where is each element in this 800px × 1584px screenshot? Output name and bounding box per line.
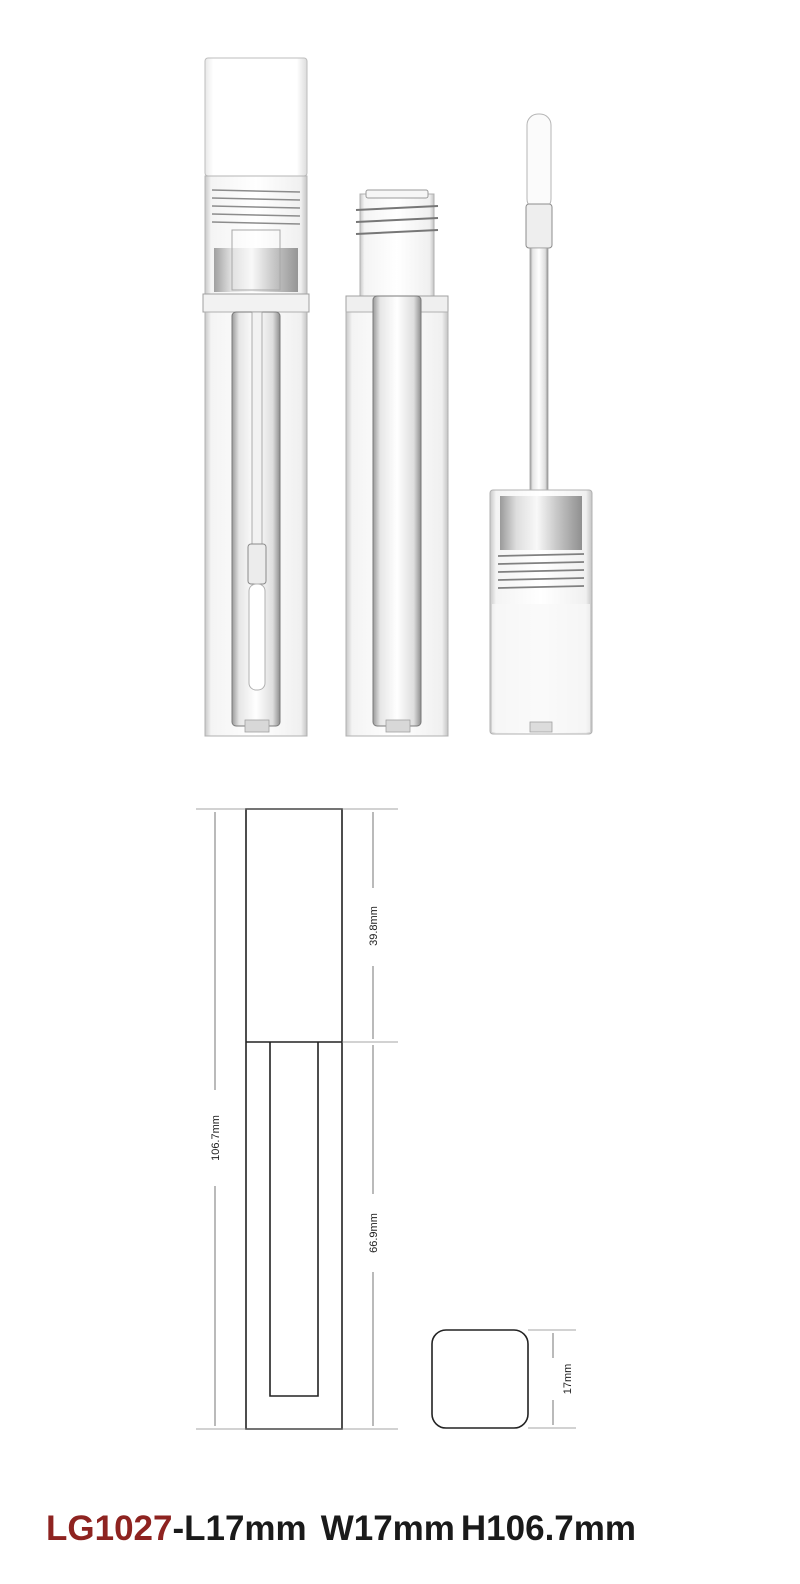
model-code: LG1027 [46, 1509, 173, 1548]
cap-with-applicator [490, 114, 592, 734]
cap-base-mark [530, 722, 552, 732]
bottle-base [245, 720, 269, 732]
base-view-outline [432, 1330, 528, 1428]
body-height-label: 66.9mm [368, 1213, 380, 1253]
applicator-holder [526, 204, 552, 248]
applicator-tip [527, 114, 551, 210]
bottle-collar [203, 294, 309, 312]
height-spec: H106.7mm [460, 1509, 637, 1548]
extension-lines [196, 809, 398, 1429]
spec-separator: - [172, 1509, 185, 1548]
length-spec: L17mm [184, 1509, 307, 1548]
applicator-holder [248, 544, 266, 584]
cap-height-label: 39.8mm [368, 906, 380, 946]
base-width-label: 17mm [562, 1363, 574, 1395]
neck-rim [366, 190, 428, 198]
cap-inner-silver [214, 248, 298, 292]
cap-lower-frost [492, 604, 590, 732]
inner-window-outline [270, 1042, 318, 1396]
inner-tube [373, 296, 421, 726]
body-base [386, 720, 410, 732]
side-view-outline [246, 809, 342, 1429]
frosted-cap [205, 58, 307, 176]
closed-lip-gloss-bottle [203, 58, 309, 736]
technical-drawing [196, 809, 576, 1429]
cap-silver-insert [500, 496, 582, 550]
open-bottle-body [346, 190, 448, 736]
total-height-label: 106.7mm [210, 1115, 222, 1161]
applicator-stem [252, 312, 262, 544]
width-spec: W17mm [320, 1509, 455, 1548]
applicator-tip [249, 584, 265, 690]
product-spec-caption [46, 1505, 786, 1553]
applicator-rod [530, 248, 548, 492]
